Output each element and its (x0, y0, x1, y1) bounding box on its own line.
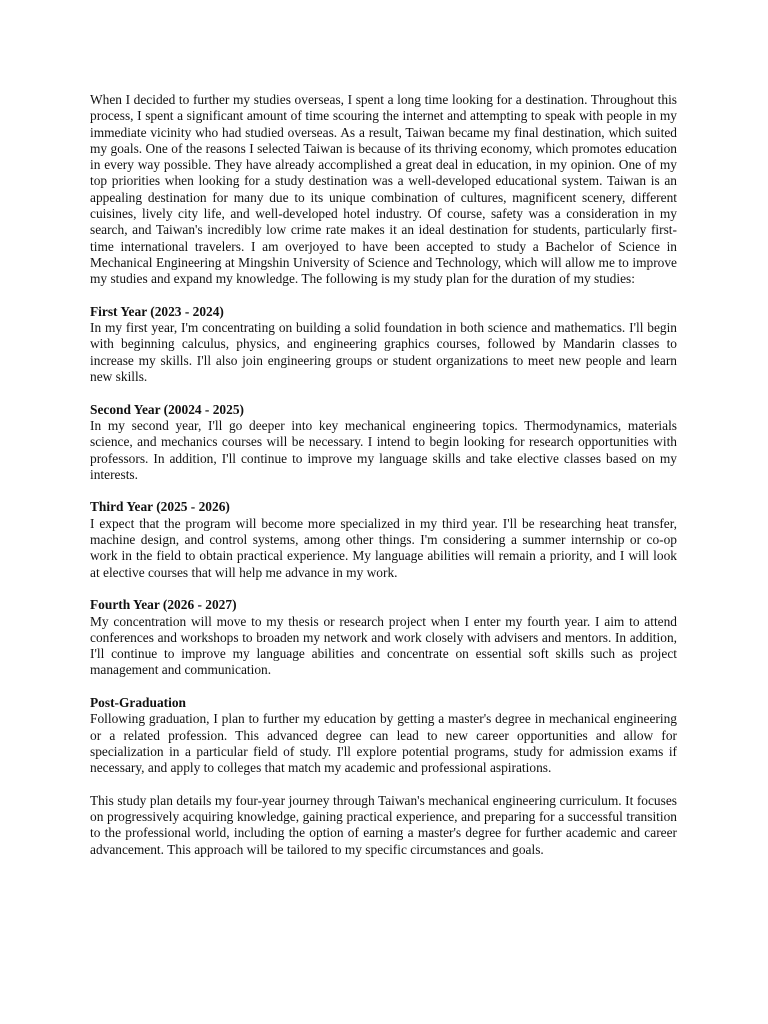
closing-paragraph: This study plan details my four-year journey through Taiwan's mechanical engineering curriculum. It focuses on progressively acquiring knowledge, gaining practical experience, and preparing for a successful transition to the professional world, including the option of earning a master's degree for further academic and career advancement. This approach will be tailored to my specific circumstances and goals. (90, 792, 677, 857)
section-body: I expect that the program will become more specialized in my third year. I'll be researching heat transfer, machine design, and control systems, among other things. I'm considering a summer internship or co-op work in the field to obtain practical experience. My language abilities will remain a priority, and I will look at elective courses that will help me advance in my work. (90, 515, 677, 580)
section-second-year (90, 402, 677, 483)
intro-paragraph: When I decided to further my studies overseas, I spent a long time looking for a destination. Throughout this process, I spent a significant amount of time scouring the internet and attempting to speak with people in my immediate vicinity who had studied overseas. As a result, Taiwan became my final destination, which suited my goals. One of the reasons I selected Taiwan is because of its thriving economy, which promotes education in every way possible. They have already accomplished a great deal in education, in my opinion. One of my top priorities when looking for a study destination was a well-developed educational system. Taiwan is an appealing destination for many due to its unique combination of cultures, magnificent scenery, different cuisines, lively city life, and well-developed hotel industry. Of course, safety was a consideration in my search, and Taiwan's incredibly low crime rate makes it an ideal destination for students, particularly first-time international travelers. I am overjoyed to have been accepted to study a Bachelor of Science in Mechanical Engineering at Mingshin University of Science and Technology, which will allow me to improve my studies and expand my knowledge. The following is my study plan for the duration of my studies: (90, 92, 677, 287)
section-heading: Post-Graduation (90, 694, 186, 710)
document-page (90, 92, 677, 858)
section-body: In my first year, I'm concentrating on building a solid foundation in both science and mathematics. I'll begin with beginning calculus, physics, and engineering graphics courses, followed by Mandarin classes to increase my skills. I'll also join engineering groups or student organizations to meet new people and learn new skills. (90, 320, 677, 385)
section-body: In my second year, I'll go deeper into key mechanical engineering topics. Thermodynamics, materials science, and mechanics courses will be necessary. I intend to begin looking for research opportunities with professors. In addition, I'll continue to improve my language skills and take elective classes based on my interests. (90, 417, 677, 482)
section-heading: First Year (2023 - 2024) (90, 303, 224, 319)
section-fourth-year (90, 597, 677, 678)
section-body: Following graduation, I plan to further my education by getting a master's degree in mechanical engineering or a related profession. This advanced degree can lead to new career opportunities and allow for specialization in a particular field of study. I'll explore potential programs, study for admission exams if necessary, and apply to colleges that match my academic and professional aspirations. (90, 711, 677, 776)
section-heading: Third Year (2025 - 2026) (90, 499, 230, 515)
section-first-year (90, 304, 677, 385)
section-heading: Fourth Year (2026 - 2027) (90, 597, 237, 613)
section-third-year (90, 499, 677, 580)
section-body: My concentration will move to my thesis or research project when I enter my fourth year. I aim to attend conferences and workshops to broaden my network and work closely with advisers and mentors. In addition, I'll continue to improve my language abilities and concentrate on essential soft skills such as project management and communication. (90, 613, 677, 678)
section-post-graduation (90, 695, 677, 776)
section-heading: Second Year (20024 - 2025) (90, 401, 244, 417)
